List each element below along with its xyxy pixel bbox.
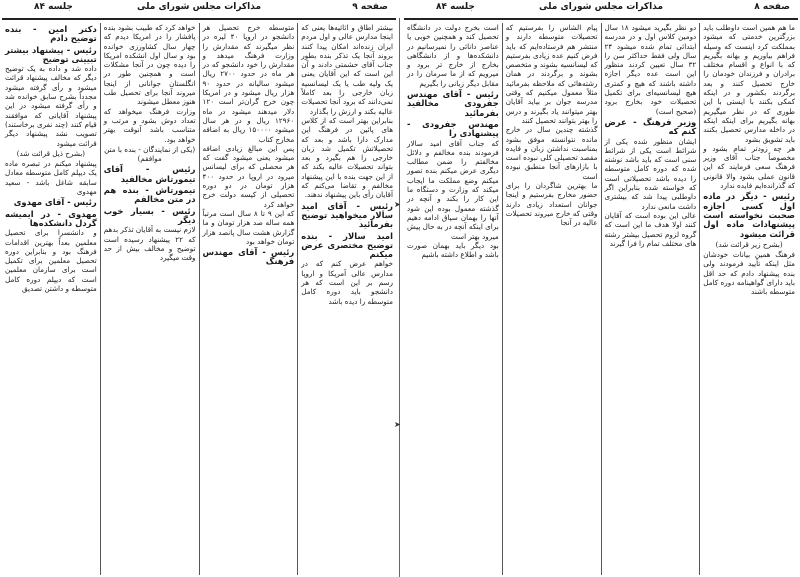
text-column [297,23,396,575]
text-column [100,23,199,575]
text-column [699,23,798,575]
page-header [406,2,796,16]
header-rule [2,18,396,20]
speaker-line: رئیس - آقای تیمورتاش مخالفید [103,164,196,184]
paragraph: هر چه زودتر تمام بشود و مخصوصاً جناب آقای وزیر فرهنگ سعی فرمایند که این قانون عملی بشود والا قانونی که گذرانده‌ایم فایده ندارد [703,143,795,191]
page-divider [399,18,400,577]
page-number: صفحه ۹ [352,2,388,12]
speaker-line: رئیس - آقای مهدوی [13,197,97,208]
speaker-line: رئیس - بسیار خوب دیگر [103,205,196,225]
text-column [404,23,502,575]
paragraph: بنابراین بهتر است که از کلاس های پائین در فرهنگ این مدارک دارا باشد و بعد که تحصیلاتش تکمیل شد زبان خارجی را هم بگیرد و بعد بتواند تحصیلات عالیه بکند که از این جهت بنده با این پیشنهاد مخالفم و تقاضا می‌کنم که آقایان رأی باین پیشنهاد ندهند. [301,115,393,200]
text-column [601,23,700,575]
paragraph: که جناب آقای امید سالار فرمودند بنده مخالفم و دلائل مخالفتم را ضمن مطالب دیگری عرض میکنم بنده تصور میکنم وضع مملکت ما ایجاب میکند که وزارت و دستگاه ما این کار را بکند و آنچه در گذشته معمول بوده این شود آنها را بهمان سیاق ادامه دهیم برای اینکه آنچه در به حال پیش میرود بهتر است [407,138,499,241]
paragraph: فرهنگ همین بیانات خودشان مثل اینکه تأیید فرمودند ولی بنده پیشنهاد دادم که حد اقل باید دارای گواهینامه دوره کامل متوسطه باشند [703,250,795,297]
page-header [4,2,394,16]
paragraph: عالی این بوده است که آقایان کنند اولا هدف ما این است که گروه لزوم تحصیل بیشتر رشته های مختلف تمام را فرا گیرند [604,210,697,248]
paragraph: بود دیگر باید بهمان صورت باشد و اطلاع داشته باشیم [407,240,499,260]
left-page [0,0,398,577]
paragraph: وزارت فرهنگ میخواهد که تعداد دوش بشود و مرتب و متناسب باشد آنوقت بهتر خواهد بود. [103,106,196,144]
paragraph: ما بهترین شاگردان را برای حضور مخارج بفرستیم و اینجا جوانان استعداد زیادی دارند وقتی که خارج میروند تحصیلات عالیه در آنجا [505,181,598,228]
text-columns [404,23,798,575]
paragraph: که این ۹ تا ۸ سال است مرتباً همه ساله صد هزار تومان و ما گزارش هشت سال پانصد هزار تومان خواهد بود [202,208,295,246]
stage-note: (بشرح ذیل قرائت شد) [16,148,86,158]
speaker-line: مهندس جفرودی - پیشنهادی را [407,118,499,139]
speaker-line: تیمورتاش - بنده هم در متن مخالفم [103,185,196,205]
right-page [402,0,800,577]
text-columns [2,23,396,575]
paragraph: لازم نیست به آقایان تذکر بدهم که ۲۲ پیشنهاد رسیده است توضیح و مخالف بیش از حد وقت میگیرد [103,225,196,263]
speaker-line: رئیس - آقای مهندس فرهنگ [202,247,295,267]
text-column [2,23,100,575]
speaker-line: وزیر فرهنگ - عرض کنم که [604,116,697,137]
paragraph: گذشته چندین سال در خارج مانده نتوانسته موفق بشود بمناسبت نداشتن زبان و فایده مقصد تحصیلی کلی نبوده است با بازارهای آنجا منطبق نبوده است [505,125,598,181]
text-column [199,23,298,575]
header-rule [404,18,798,20]
paragraph: ما هم همین است داوطلب باید بزرگترین خدمتی که میشود بمملکت کرد اینست که وسیله فراهم بیاوریم و بهانه بگیریم که با انواع و اقسام مختلف برادران و فرزندان خودمان را خارج تحصیل کنند و بعد برگردند بکشور و در اینکه کمکی بکنند با ایستی با این طوری که در نظر میگیریم بهانه بگیریم برای اینکه اینکه در داخله مدارس تحصیل بکنند باید تشویق بشود [703,23,795,144]
paragraph: متوسطه خرج تحصیل هر دانشجو در اروپا ۴۰ لیره در نظر میگیرند که مقدارش را وزارت فرهنگ میدهد و مقدارش را خود دانشجو که در هر ماه در حدود ۲۷۰۰ ریال میشود سالیانه در حدود ۹۰ هزار ریال میشود و در امریکا چون خرج گران‌تر است ۱۲۰ دلار میدهند میشود در ماه ۱۲۹۶۰ ریال و در هر سال میشود ۱۵۰۰۰۰ ریال به اضافه مخارج کتاب [202,23,295,144]
speaker-line: رئیس - آقای امید سالار میخواهید توضیح بفرمائید [301,200,393,230]
arrow-icon: ➤ [394,420,401,429]
text-column [502,23,601,575]
speaker-line: رئیس - آقای مهندس جفرودی مخالفید بفرمائید [407,89,499,118]
speaker-line: امید سالار - بنده توضیح مختصری عرض میکنم [301,230,393,260]
paragraph: است بخرج دولت در دانشگاه تحصیل کند و همچنین خوبی یا عناصر دانائی را نمیرسانیم در دانشکده‌ها و از دانشگاهی بخارج از خارج تر برود و میرویم که از ما سرمان را در مقابل دیگر زبانی را بگیریم [407,23,499,88]
speaker-line: رئیس - پیشنهاد بیشتر تبیینی توضیح [5,44,97,64]
page-number: صفحه ۸ [754,2,790,12]
paragraph: پیام الشاس را بفرستیم که تحصیلات متوسطه دارند و منتشر هم فرستاده‌ایم که باید فرض کنیم عده زیادی بفرستیم که لیسانسیه بشوند و متخصص بشوند و برگردند در همان رشته‌هائی که ملاحظه بفرمائید مثلاً معمول میکنیم که وقتی مدرسه جوان بر بیاید آقایان بهتر میتوانند یاد بگیرند و درس را بهتر بتوانند تحصیل کنند [505,23,598,125]
paragraph: خواهد کرد که طبیب بشود بنده پافشار را در امریکا دیدم که چهار سال کشاورزی خوانده بود و سال اول انشکده امریکا را دیده چون در آنجا مشکلات است و همچنین طور در انگلستان جوانانی از اینجا میروند آنجا برای تحصیل طب هنوز معطل میشوند [103,23,196,107]
paragraph: داده شد و داده به یک توضیح دیگر که مخالف پیشنهاد قرائت میشود و رأی گرفته میشود مجدداً بشرح سابق خوانده شد و رأی گرفته میشود در این پیشنهاد آقایانی که موافقند قیام کنند (چند نفری برخاستند) تصویب نشد پیشنهاد دیگر قرائت میشود [5,64,97,148]
paragraph: و دانشسرا برای تحصیل معلمین بعداً بهترین اقدامات فرهنگ بود و بنابراین دوره تحصیل معلمین برای تکمیل است برای سازمان معلمین است که دیپلم دوره کامل متوسطه و داشتن تصدیق [5,228,97,294]
paragraph: پس این مبالغ زیادی اضافه میشود یعنی میشود گفت که هر محصلی که برای لیسانس میرود در اروپا در حدود ۴۰۰ هزار تومان در دو دوره تحصیلی از کیسه دولت خرج خواهد کرد [202,143,295,209]
paragraph: پیشنهاد میکنم در تبصره ماده یک دیپلم کامل متوسطه معادل سابقه شاغل باشد - سعید مهدوی [5,159,97,197]
speaker-line: رئیس - دیگر در ماده اول کسی اجازه صحبت نخواسته است پیشنهادات ماده اول قرائت میشود [703,191,795,239]
paragraph: دو نظر بگیرید میشود ۱۸ سال دومین کلاس اول و در مدرسه ابتدائی تمام شده میشود ۲۴ سال ولی فقط حداکثر سن را ۳۲ سال تعیین کردند منظور این است عده دیگر اجازه داشته باشند که هیچ و کمتری هیچ لیسانسیه‌ای برای تکمیل تحصیلات خود بخارج برود (صحیح است) [604,23,697,116]
session-number: جلسه ۸۴ [436,2,475,12]
stage-note: (بشرح زیر قرائت شد) [715,239,783,249]
stage-note: (یکی از نمایندگان - بنده با متن موافقم) [104,144,196,164]
paragraph: بیشتر اطاق و اثاثیه‌ها یعنی که اینجا مدارس عالی و اول مردم ایران زنده‌اند امکان پیدا کنند بروند آنجا یک تذکر بنده بطور جناب آقای حشمتی دادند و آن این است که این آقایان یعنی یک ولیه طب یا یک لیسانسیه زبان خارجی را بعد کاملاً نمی‌دانند که برود آنجا تحصیلات عالیه بکند و ارزش را بگذارد [301,23,393,116]
paragraph: خواهم عرض کنم که در مدارس عالی آمریکا و اروپا رسم بر این است که هر دانشجو باید دوره کامل متوسطه را دیده باشد [301,259,393,306]
running-title: مذاکرات مجلس شورای ملی [538,2,664,12]
session-number: جلسه ۸۴ [34,2,73,12]
arrow-icon: ➤ [394,200,401,209]
speaker-line: دکتر امین - بنده توضیح دادم [5,24,97,44]
speaker-line: مهدوی - در ایمیشه گردل دانشکده‌ها [5,208,97,228]
running-title: مذاکرات مجلس شورای ملی [136,2,262,12]
paragraph: ایشان منظور شده یکی از شرائط است یکی از شرائط سنی است که باید باشد نوشته شده که دوره کامل متوسطه را دیده باشد تحصیلاتی است که خواسته شده بنابراین اگر داوطلبی پیدا شد که بیشتری داشت مانعی ندارد [604,136,697,211]
